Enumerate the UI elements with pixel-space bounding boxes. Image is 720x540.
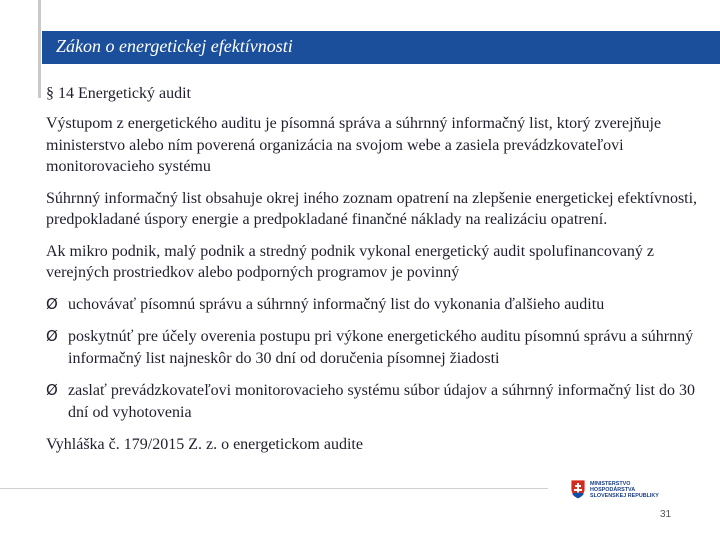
obligations-list bbox=[46, 294, 714, 424]
ministry-logo-text bbox=[590, 481, 659, 499]
left-accent-rule bbox=[38, 0, 41, 98]
paragraph-output: Výstupom z energetického auditu je písomná správa a súhrnný informačný list, ktorý zverejňuje ministerstvo alebo ním poverená organizácia na svojom webe a zasiela prevádzkovateľovi monitorovacieho systému bbox=[46, 115, 662, 175]
title-bar bbox=[42, 31, 720, 64]
logo-line: HOSPODÁRSTVA bbox=[590, 487, 636, 493]
logo-line: SLOVENSKEJ REPUBLIKY bbox=[590, 493, 659, 499]
list-item bbox=[46, 294, 714, 316]
footer-reference: Vyhláška č. 179/2015 Z. z. o energetickom audite bbox=[46, 436, 363, 453]
slovak-coat-of-arms-icon bbox=[570, 479, 586, 499]
section-heading: § 14 Energetický audit bbox=[46, 85, 191, 102]
arrow-bullet-icon: Ø bbox=[46, 294, 58, 313]
list-item bbox=[46, 326, 714, 369]
paragraph-sme-obligation: Ak mikro podnik, malý podnik a stredný podnik vykonal energetický audit spolufinancovaný z verejných prostriedkov alebo podporných programov je povinný bbox=[46, 242, 655, 281]
slide-title: Zákon o energetickej efektívnosti bbox=[56, 36, 293, 56]
list-item-text: uchovávať písomnú správu a súhrnný informačný list do vykonania ďalšieho auditu bbox=[68, 295, 605, 313]
logo-line: MINISTERSTVO bbox=[590, 481, 631, 487]
list-item bbox=[46, 380, 714, 423]
footer-divider bbox=[0, 488, 548, 489]
slide-content bbox=[46, 84, 714, 466]
ministry-logo bbox=[570, 479, 710, 505]
arrow-bullet-icon: Ø bbox=[46, 381, 58, 399]
page-number: 31 bbox=[660, 509, 672, 520]
paragraph-summary-sheet: Súhrnný informačný list obsahuje okrej iného zoznam opatrení na zlepšenie energetickej efektívnosti, predpokladané úspory energie a predpokladané finančné náklady na realizáciu opatrení. bbox=[46, 189, 698, 228]
list-item-text: poskytnúť pre účely overenia postupu pri výkone energetického auditu písomnú správu a súhrnný informačný list najneskôr do 30 dní od doručenia písomnej žiadosti bbox=[68, 328, 694, 367]
arrow-bullet-icon: Ø bbox=[46, 327, 58, 345]
list-item-text: zaslať prevádzkovateľovi monitorovacieho systému súbor údajov a súhrnný informačný list do 30 dní od vyhotovenia bbox=[68, 382, 695, 421]
